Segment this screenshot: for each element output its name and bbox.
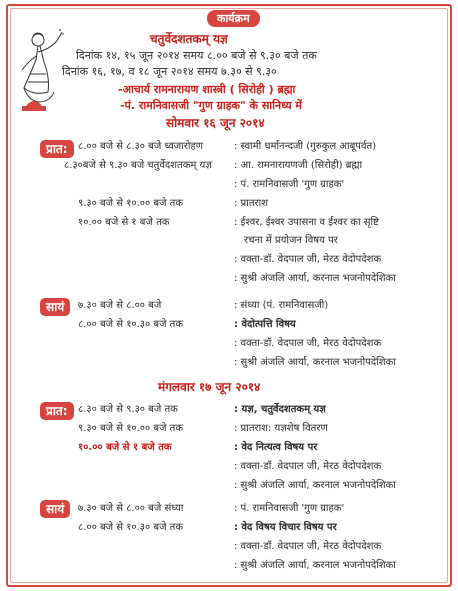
detail-cell: : पं. रामनिवासजी 'गुण ग्राहक' <box>234 503 345 514</box>
detail-cell: : पं. रामनिवासजी 'गुण ग्राहक' <box>234 179 345 190</box>
detail-cell: : वेद नित्यत्व विषय पर <box>234 442 318 453</box>
detail-cell: : वक्ता-डॉ. वेदपाल जी, मेरठ वेदोपदेशक <box>234 338 382 349</box>
yajna-figure-icon <box>14 26 66 114</box>
time-cell: ९.३० बजे से १०.०० बजे तक <box>78 423 184 434</box>
time-cell: १०.०० बजे से १ बजे तक <box>78 217 170 228</box>
time-cell: ८.०० बजे से ८.३० बजे ध्वजारोहण <box>78 141 204 152</box>
session-label-morning: प्रात: <box>40 140 74 158</box>
time-cell: १०.०० बजे से १ बजे तक <box>78 442 172 453</box>
presence-line: -पं. रामनिवासजी "गुण ग्राहक" के सानिध्य में <box>120 99 302 112</box>
detail-cell: : वक्ता-डॉ. वेदपाल जी, मेरठ वेदोपदेशक <box>234 541 382 552</box>
brahma-line: -आचार्य रामनारायण शास्त्री ( सिरोही ) ब्रह्मा <box>118 83 296 96</box>
session-label-morning: प्रात: <box>40 402 74 420</box>
session-label-evening: सायं <box>40 500 70 518</box>
day-heading-tuesday: मंगलवार १७ जून २०१४ <box>158 380 261 394</box>
detail-cell: : प्रातराश: यज्ञशेष वितरण <box>234 423 328 434</box>
time-cell: ९.३० बजे से १०.०० बजे तक <box>78 198 184 209</box>
time-cell: ८.०० बजे से १०.३० बजे तक <box>78 522 184 533</box>
time-cell: ७.३० बजे से ८.०० बजे संध्या <box>78 503 184 514</box>
detail-cell: : वक्ता-डॉ. वेदपाल जी, मेरठ वेदोपदेशक <box>234 461 382 472</box>
detail-cell: : स्वामी धर्मानन्दजी (गुरुकुल आबूपर्वत) <box>234 141 377 152</box>
detail-cell: : वेदोत्पत्ति विषय <box>234 319 296 330</box>
detail-cell: : सुश्री अंजलि आर्या, करनाल भजनोपदेशिका <box>234 480 396 491</box>
program-title-badge: कार्यक्रम <box>207 10 260 27</box>
detail-cell: : सुश्री अंजलि आर्या, करनाल भजनोपदेशिका <box>234 273 396 284</box>
time-cell: ७.३० बजे से ८.०० बजे <box>78 300 162 311</box>
detail-cell: : संध्या (पं. रामनिवासजी) <box>234 300 329 311</box>
detail-cell: : वेद विषय विचार विषय पर <box>234 522 337 533</box>
yajna-subtitle: चतुर्वेदशतकम् यज्ञ <box>150 32 228 46</box>
time-cell: ८.३० बजे से ९.३० बजे तक <box>78 404 178 415</box>
detail-cell: : यज्ञ, चतुर्वेदशतकम् यज्ञ <box>234 404 326 415</box>
session-label-evening: सायं <box>40 298 70 316</box>
detail-cell: रचना में प्रयोजन विषय पर <box>244 235 338 246</box>
detail-cell: : प्रातराश <box>234 198 269 209</box>
detail-cell: : सुश्री अंजलि आर्या, करनाल भजनोपदेशिका <box>234 357 396 368</box>
detail-cell: : आ. रामनारायणजी (सिरोही) ब्रह्मा <box>234 160 363 171</box>
time-cell: ८.३०बजे से ९.३० बजे चतुर्वेदशतकम् यज्ञ <box>64 160 212 171</box>
dates-line-1: दिनांक १४, १५ जून २०१४ समय ८.०० बजे से ९.३० बजे तक <box>76 49 317 62</box>
time-cell: ८.०० बजे से १०.३० बजे तक <box>78 319 184 330</box>
day-heading-monday: सोमवार १६ जून २०१४ <box>166 116 265 130</box>
detail-cell: : वक्ता-डॉ. वेदपाल जी, मेरठ वेदोपदेशक <box>234 254 382 265</box>
dates-line-2: दिनांक १६, १७, व १८ जून २०१४ समय ७.३० से ९.३० <box>62 65 277 78</box>
detail-cell: : ईश्वर, ईश्वर उपासना व ईश्वर का सृष्टि <box>234 217 379 228</box>
detail-cell: : सुश्री अंजलि आर्या, करनाल भजनोपदेशिका <box>234 560 396 571</box>
